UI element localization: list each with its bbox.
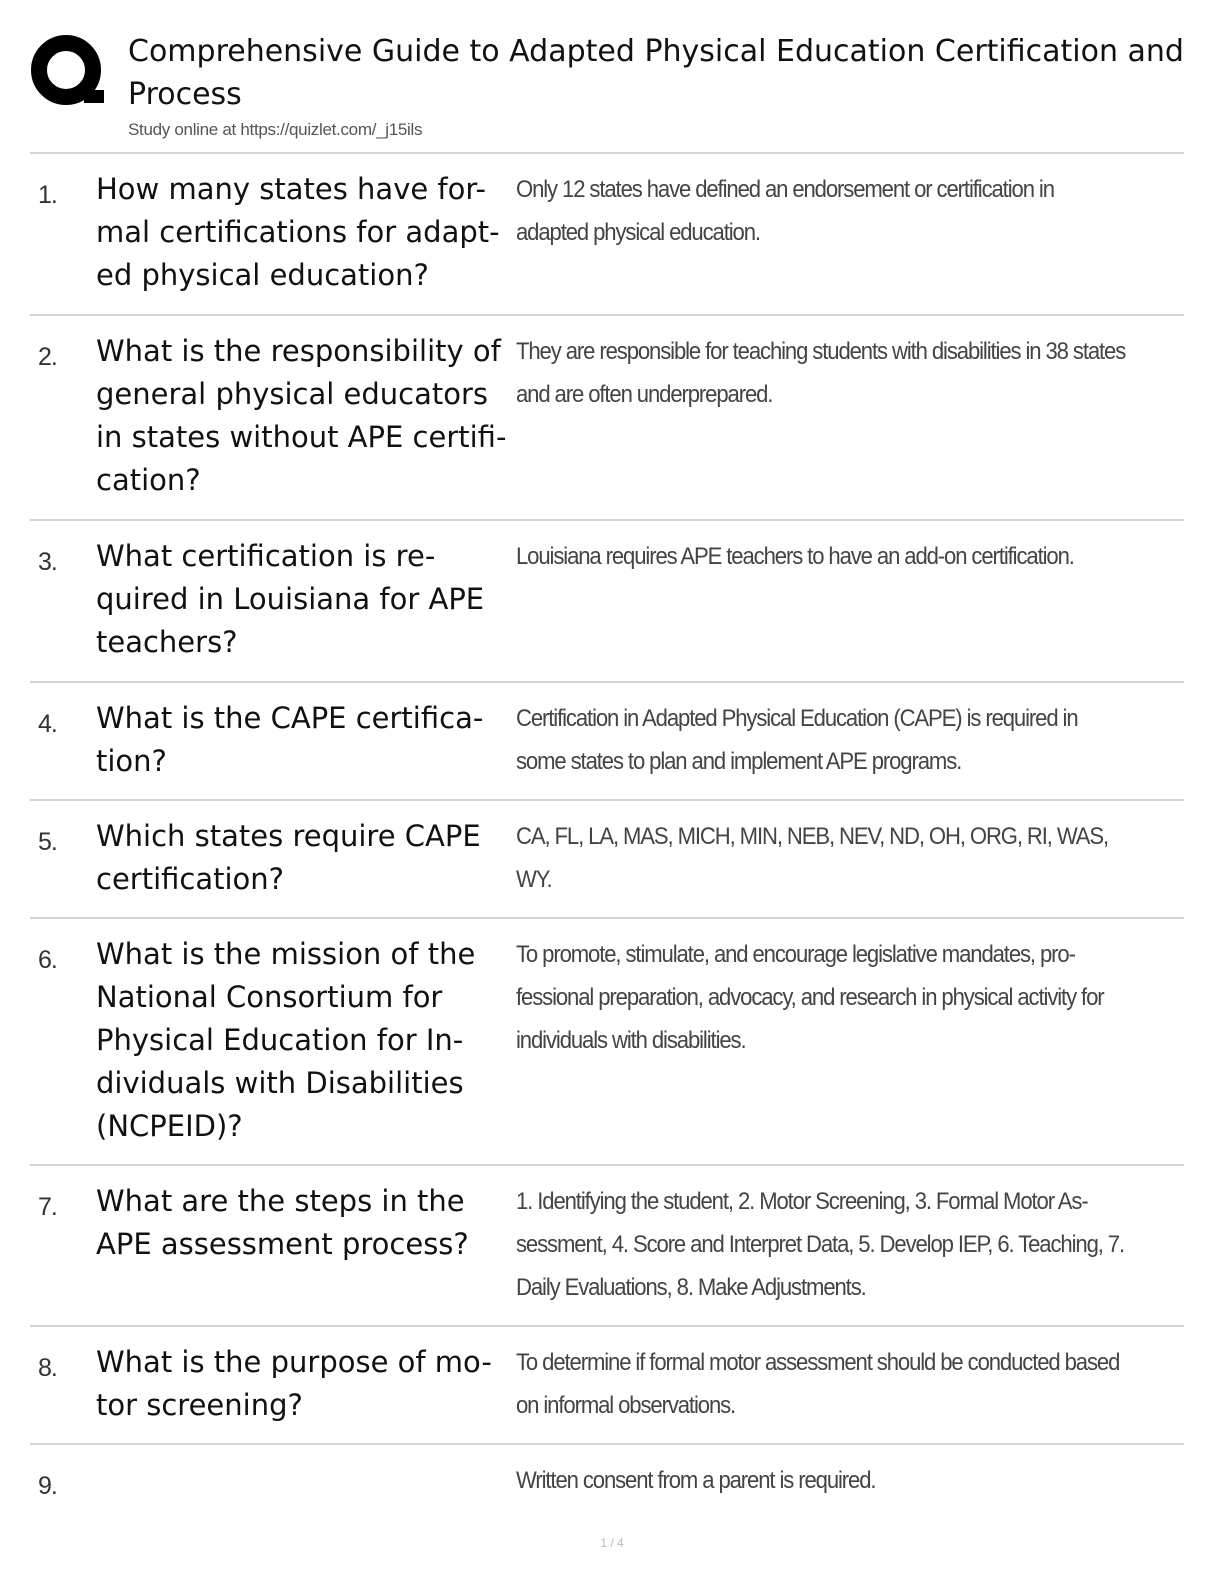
- card-number: 7.: [38, 1193, 57, 1221]
- flashcard-row: [30, 799, 1184, 917]
- card-question: What is the responsibility of general physical educators in states without APE certifi-cation?: [96, 334, 507, 497]
- flashcard-row: [30, 1325, 1184, 1443]
- card-question: What is the CAPE certifica-tion?: [96, 701, 484, 778]
- card-question: What certification is re-quired in Louisiana for APE teachers?: [96, 539, 485, 659]
- card-number: 2.: [38, 343, 57, 371]
- card-question: What are the steps in the APE assessment process?: [96, 1184, 469, 1261]
- page-header: [30, 28, 1190, 150]
- quizlet-q-icon: [30, 34, 106, 110]
- card-answer: To determine if formal motor assessment should be conducted based on informal observations.: [516, 1349, 1120, 1419]
- card-question: What is the mission of the National Consortium for Physical Education for In-dividuals with Disabilities (NCPEID)?: [96, 937, 476, 1143]
- card-number: 8.: [38, 1354, 57, 1382]
- card-answer: 1. Identifying the student, 2. Motor Screening, 3. Formal Motor As-sessment, 4. Score and Interpret Data, 5. Develop IEP, 6. Teaching, 7. Daily Evaluations, 8. Make Adjustments.: [516, 1188, 1125, 1301]
- page-title: Comprehensive Guide to Adapted Physical Education Certification and Process: [128, 34, 1184, 112]
- page-number: 1 / 4: [600, 1536, 624, 1550]
- flashcard-row: [30, 1443, 1184, 1523]
- flashcard-list: [30, 152, 1184, 1523]
- card-number: 6.: [38, 946, 57, 974]
- flashcard-row: [30, 152, 1184, 314]
- card-answer: To promote, stimulate, and encourage legislative mandates, pro-fessional preparation, advocacy, and research in physical activity for individuals with disabilities.: [516, 941, 1104, 1054]
- card-number: 1.: [38, 181, 57, 209]
- flashcard-row: [30, 314, 1184, 519]
- card-answer: They are responsible for teaching students with disabilities in 38 states and are often underprepared.: [516, 338, 1126, 408]
- study-online-link[interactable]: Study online at https://quizlet.com/_j15ils: [128, 120, 423, 139]
- flashcard-row: [30, 519, 1184, 681]
- card-number: 3.: [38, 548, 57, 576]
- card-answer: Louisiana requires APE teachers to have an add-on certification.: [516, 543, 1074, 570]
- card-question: How many states have for-mal certifications for adapt-ed physical education?: [96, 172, 500, 292]
- card-number: 9.: [38, 1472, 57, 1500]
- card-answer: Written consent from a parent is required.: [516, 1467, 876, 1494]
- card-number: 4.: [38, 710, 57, 738]
- card-question: What is the purpose of mo-tor screening?: [96, 1345, 492, 1422]
- card-question: Which states require CAPE certification?: [96, 819, 481, 896]
- card-number: 5.: [38, 828, 57, 856]
- card-question: [96, 1445, 516, 1523]
- flashcard-row: [30, 681, 1184, 799]
- card-answer: Certification in Adapted Physical Education (CAPE) is required in some states to plan and implement APE programs.: [516, 705, 1078, 775]
- card-answer: Only 12 states have defined an endorsement or certification in adapted physical education.: [516, 176, 1054, 246]
- flashcard-row: [30, 917, 1184, 1164]
- card-answer: CA, FL, LA, MAS, MICH, MIN, NEB, NEV, ND, OH, ORG, RI, WAS, WY.: [516, 823, 1109, 893]
- flashcard-row: [30, 1164, 1184, 1325]
